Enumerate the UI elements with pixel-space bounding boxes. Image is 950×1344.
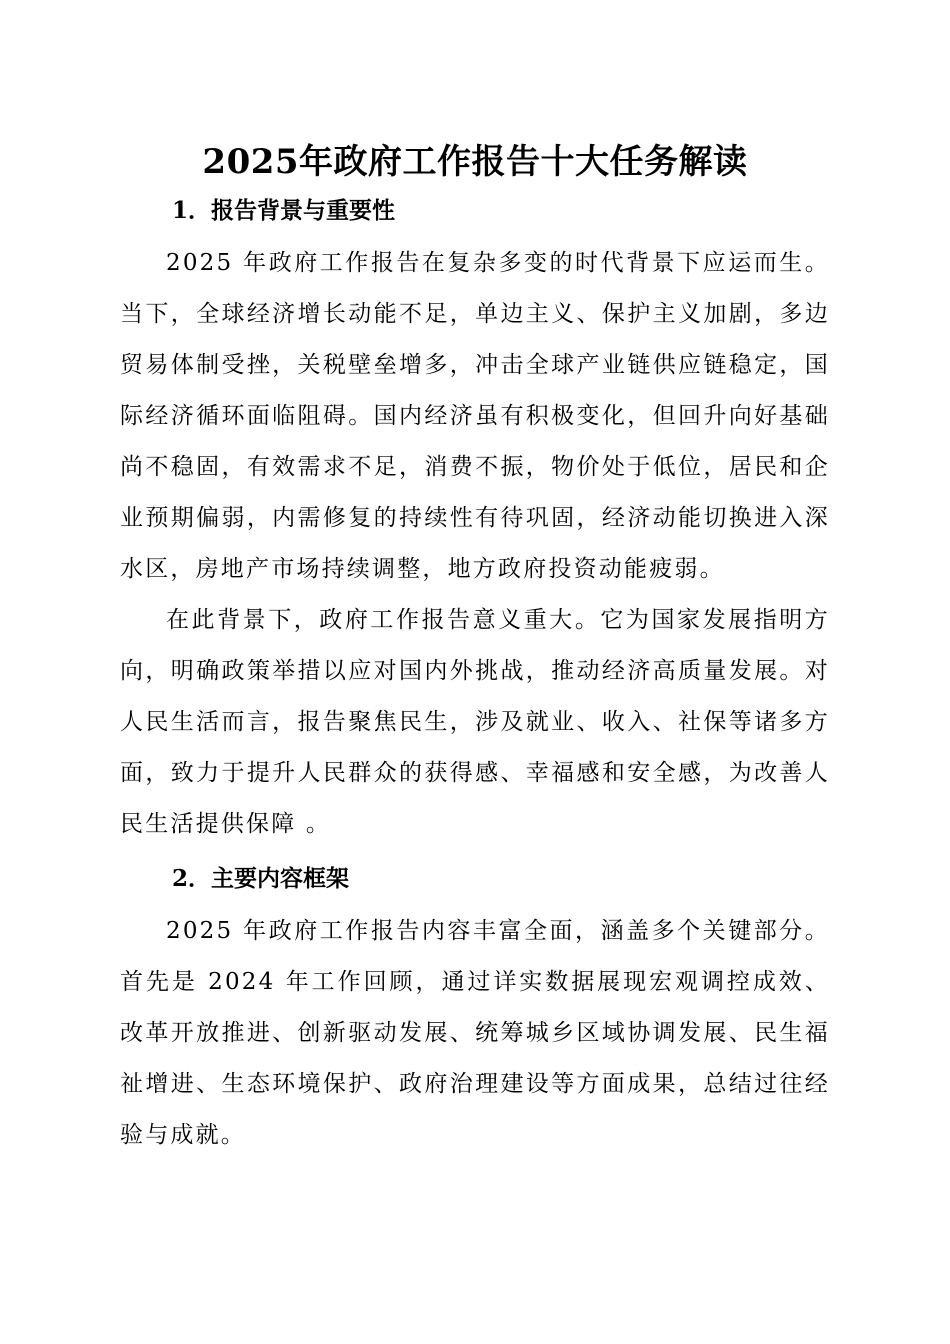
paragraph-background-context: 2025 年政府工作报告在复杂多变的时代背景下应运而生。当下，全球经济增长动能不足，单边主义、保护主义加剧，多边贸易体制受挫，关税壁垒增多，冲击全球产业链供应链稳定，国际经济循环面临阻碍。国内经济虽有积极变化，但回升向好基础尚不稳固，有效需求不足，消费不振，物价处于低位，居民和企业预期偏弱，内需修复的持续性有待巩固，经济动能切换进入深水区，房地产市场持续调整，地方政府投资动能疲弱。: [120, 250, 830, 582]
document-title: 2025年政府工作报告十大任务解读: [202, 142, 748, 182]
section-heading-framework: 2．主要内容框架: [172, 865, 350, 892]
section-heading-background: 1．报告背景与重要性: [172, 197, 396, 224]
paragraph-framework-overview: 2025 年政府工作报告内容丰富全面，涵盖多个关键部分。首先是 2024 年工作回顾，通过详实数据展现宏观调控成效、改革开放推进、创新驱动发展、统筹城乡区域协调发展、民生福祉增进、生态环境保护、政府治理建设等方面成果，总结过往经验与成就。: [120, 918, 830, 1148]
document-body: [120, 136, 830, 1161]
paragraph-background-significance: 在此背景下，政府工作报告意义重大。它为国家发展指明方向，明确政策举措以应对国内外挑战，推动经济高质量发展。对人民生活而言，报告聚焦民生，涉及就业、收入、社保等诸多方面，致力于提升人民群众的获得感、幸福感和安全感，为改善人民生活提供保障 。: [120, 607, 830, 837]
